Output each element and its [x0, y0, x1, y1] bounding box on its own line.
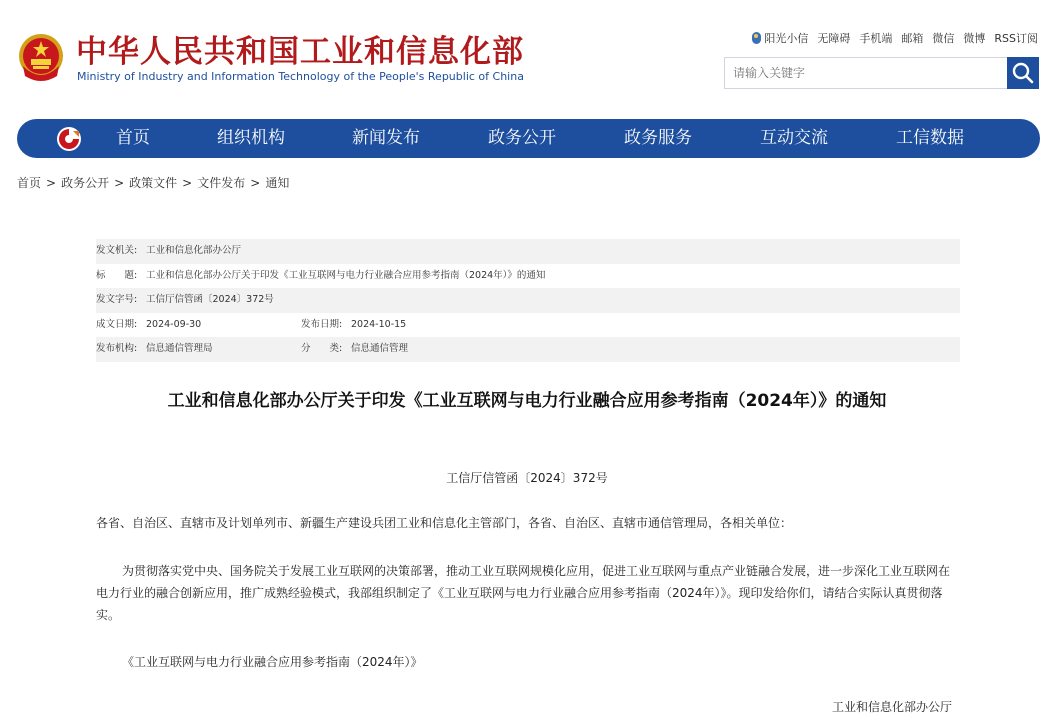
top-links: [752, 30, 1038, 46]
main-nav: [17, 119, 1040, 158]
top-link-sunshine[interactable]: 阳光小信: [752, 30, 808, 46]
breadcrumb-separator: >: [182, 176, 193, 190]
nav-organization[interactable]: 组织机构: [217, 128, 285, 148]
meta-row-org: [96, 337, 960, 362]
meta-created-label: 成文日期:: [96, 318, 138, 330]
meta-docno-value: 工信厅信管函〔2024〕372号: [146, 294, 274, 305]
article-recipients: 各省、自治区、直辖市及计划单列市、新疆生产建设兵团工业和信息化主管部门，各省、自治区、直辖市通信管理局，各相关单位：: [96, 516, 793, 530]
meta-row-issuer: [96, 239, 960, 264]
breadcrumb-separator: >: [46, 176, 57, 190]
meta-title-value: 工业和信息化部办公厅关于印发《工业互联网与电力行业融合应用参考指南（2024年）》的通知: [146, 269, 546, 281]
breadcrumb-gov-affairs[interactable]: 政务公开: [61, 176, 110, 190]
article-title: 工业和信息化部办公厅关于印发《工业互联网与电力行业融合应用参考指南（2024年）》的通知: [167, 391, 887, 411]
document-meta-table: [96, 239, 960, 362]
meta-row-title: [96, 264, 960, 289]
top-link-wechat[interactable]: 微信: [932, 32, 955, 45]
national-emblem-logo: [17, 32, 65, 84]
meta-row-docno: [96, 288, 960, 313]
meta-published-label: 发布日期:: [301, 318, 343, 330]
nav-interaction[interactable]: 互动交流: [760, 128, 828, 148]
top-link-accessibility[interactable]: 无障碍: [817, 32, 851, 45]
search-icon: [1007, 57, 1039, 89]
breadcrumb-separator: >: [250, 176, 261, 190]
top-link-mail[interactable]: 邮箱: [901, 32, 924, 45]
top-link-weibo[interactable]: 微博: [963, 32, 986, 45]
meta-row-dates: [96, 313, 960, 338]
search-box: [724, 57, 1039, 89]
article-attachment: 《工业互联网与电力行业融合应用参考指南（2024年）》: [122, 655, 423, 669]
meta-category-value: 信息通信管理: [351, 343, 409, 354]
meta-org-value: 信息通信管理局: [146, 343, 213, 354]
search-button[interactable]: [1007, 57, 1039, 89]
meta-docno-label: 发文字号:: [96, 294, 138, 305]
meta-issuer-label: 发文机关:: [96, 245, 138, 256]
top-link-mobile[interactable]: 手机端: [859, 32, 893, 45]
nav-services[interactable]: 政务服务: [624, 128, 692, 148]
nav-news[interactable]: 新闻发布: [352, 128, 420, 148]
nav-home[interactable]: 首页: [116, 128, 150, 148]
nav-data[interactable]: 工信数据: [896, 128, 964, 148]
article-body: 为贯彻落实党中央、国务院关于发展工业互联网的决策部署，推动工业互联网规模化应用，促进工业互联网与重点产业链融合发展，进一步深化工业互联网在电力行业的融合创新应用，推广成熟经验模式，我部组织制定了《工业互联网与电力行业融合应用参考指南（2024年）》。现印发给你们，请结合实际认真贯彻落实。: [96, 564, 951, 622]
article-docno: 工信厅信管函〔2024〕372号: [446, 471, 608, 485]
meta-title-label: 标 题:: [96, 269, 138, 281]
breadcrumb-separator: >: [114, 176, 125, 190]
meta-org-label: 发布机构:: [96, 343, 138, 354]
nav-government-affairs[interactable]: 政务公开: [488, 128, 556, 148]
miit-logo-icon: [55, 125, 83, 153]
search-input[interactable]: [725, 58, 1021, 88]
meta-created-value: 2024-09-30: [146, 318, 202, 330]
sunshine-icon: [752, 32, 761, 44]
breadcrumb-documents[interactable]: 文件发布: [197, 176, 246, 190]
meta-category-label: 分 类:: [301, 343, 343, 354]
breadcrumb-notice[interactable]: 通知: [265, 176, 290, 190]
meta-issuer-value: 工业和信息化部办公厅: [146, 245, 242, 256]
breadcrumb-home[interactable]: 首页: [17, 176, 42, 190]
breadcrumb-policy[interactable]: 政策文件: [129, 176, 178, 190]
site-title-cn: 中华人民共和国工业和信息化部: [76, 34, 524, 70]
article-signature: 工业和信息化部办公厅: [832, 700, 953, 714]
meta-published-value: 2024-10-15: [351, 318, 407, 330]
site-title-en: Ministry of Industry and Information Technology of the People's Republic of China: [77, 70, 524, 83]
top-link-rss[interactable]: RSS订阅: [994, 32, 1038, 45]
breadcrumb: [17, 175, 289, 191]
